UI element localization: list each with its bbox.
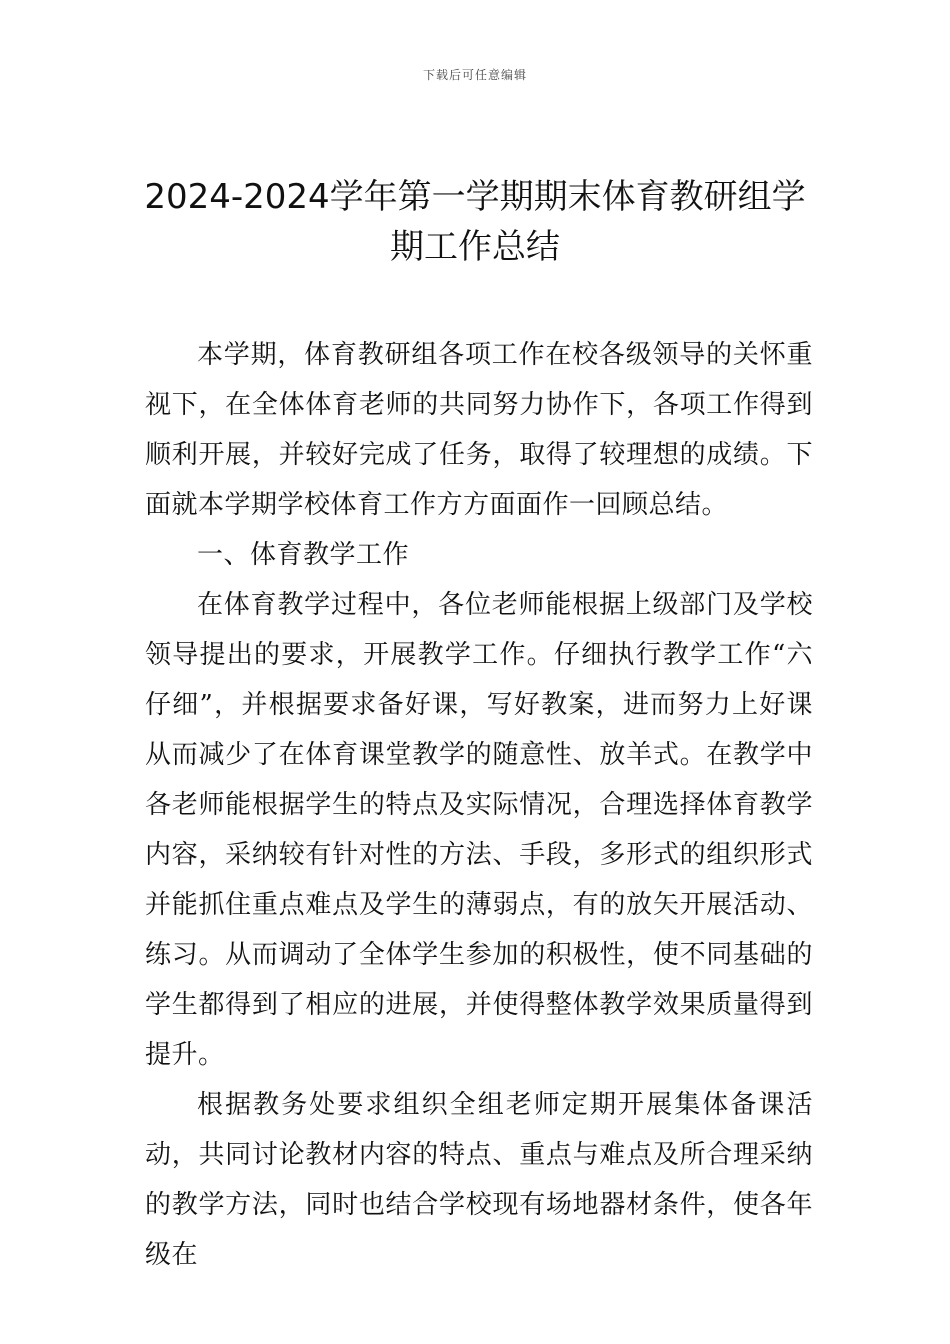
- paragraph-intro: 本学期，体育教研组各项工作在校各级领导的关怀重视下，在全体体育老师的共同努力协作下，各项工作得到顺利开展，并较好完成了任务，取得了较理想的成绩。下面就本学期学校体育工作方方面面作一回顾总结。: [145, 340, 813, 520]
- header-note: 下载后可任意编辑: [422, 68, 527, 82]
- section-heading-teaching: 一、体育教学工作: [197, 540, 410, 570]
- document-title: 2024-2024学年第一学期期末体育教研组学期工作总结: [144, 177, 806, 267]
- paragraph-teaching-process: 在体育教学过程中，各位老师能根据上级部门及学校领导提出的要求，开展教学工作。仔细执行教学工作“六仔细”，并根据要求备好课，写好教案，进而努力上好课从而减少了在体育课堂教学的随意性、放羊式。在教学中各老师能根据学生的特点及实际情况，合理选择体育教学内容，采纳较有针对性的方法、手段，多形式的组织形式并能抓住重点难点及学生的薄弱点，有的放矢开展活动、练习。从而调动了全体学生参加的积极性，使不同基础的学生都得到了相应的进展，并使得整体教学效果质量得到提升。: [145, 590, 813, 1070]
- document-body: [145, 330, 813, 1280]
- paragraph-lesson-planning: 根据教务处要求组织全组老师定期开展集体备课活动，共同讨论教材内容的特点、重点与难点及所合理采纳的教学方法，同时也结合学校现有场地器材条件，使各年级在: [145, 1090, 813, 1270]
